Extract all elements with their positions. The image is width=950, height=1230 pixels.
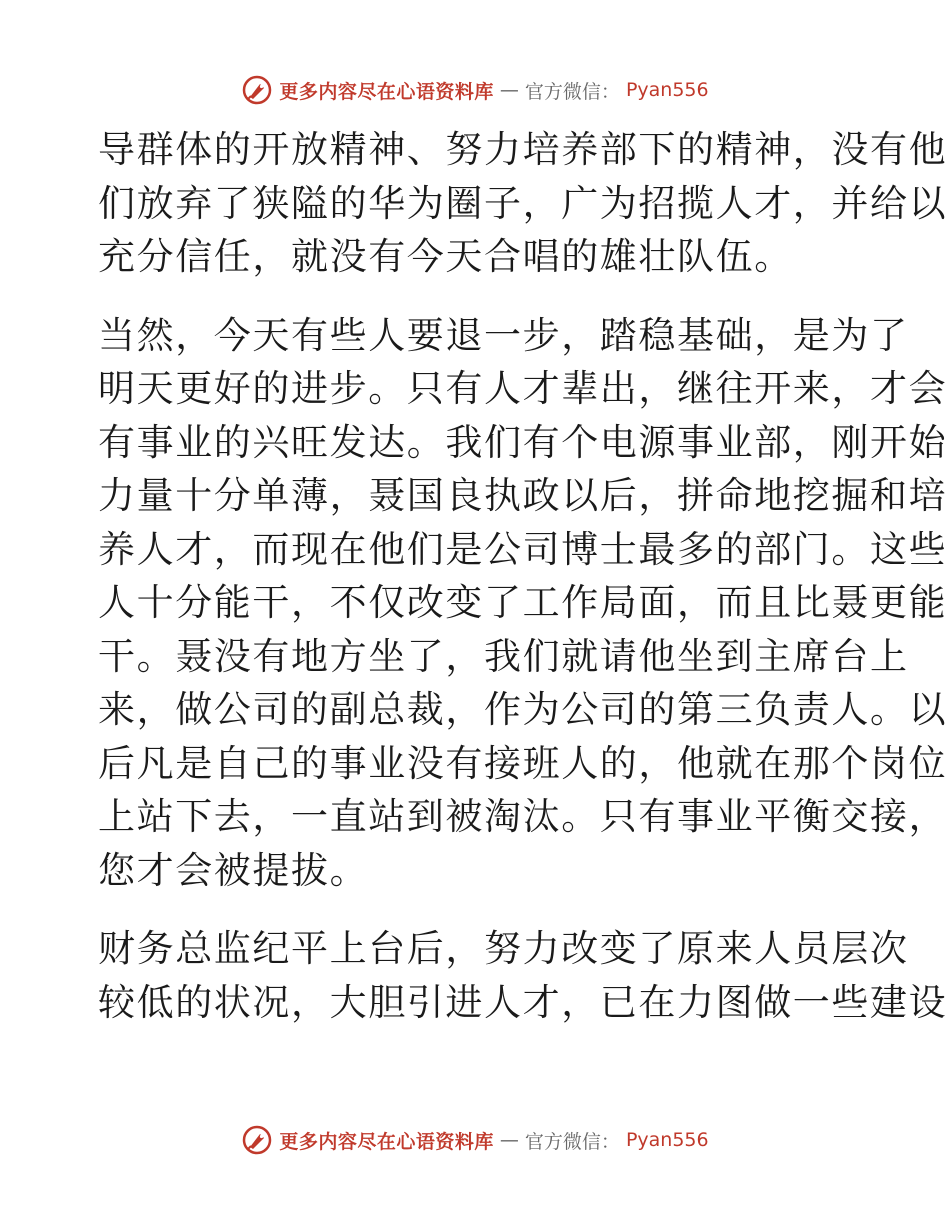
- text-line: 导群体的开放精神、努力培养部下的精神，没有他: [98, 128, 948, 171]
- text-line: 来，做公司的副总裁，作为公司的第三负责人。以: [98, 688, 948, 731]
- footer-wechat-handle: Pyan556: [625, 1129, 709, 1151]
- text-line: 财务总监纪平上台后，努力改变了原来人员层次: [98, 927, 909, 970]
- pen-nib-circle-icon: [241, 74, 273, 106]
- footer-dash: —: [499, 1129, 519, 1151]
- footer-brand-text: 更多内容尽在心语资料库: [279, 1130, 494, 1153]
- text-line: 有事业的兴旺发达。我们有个电源事业部，刚开始: [98, 420, 948, 464]
- text-line: 较低的状况，大胆引进人才，已在力图做一些建设: [98, 980, 948, 1024]
- document-body: [98, 123, 948, 1029]
- text-line: 后凡是自己的事业没有接班人的，他就在那个岗位: [98, 741, 948, 785]
- paragraph-1: [98, 123, 948, 284]
- header-wechat-handle: Pyan556: [625, 79, 709, 101]
- header-official-label: 官方微信：: [524, 80, 620, 103]
- text-line: 们放弃了狭隘的华为圈子，广为招揽人才，并给以: [98, 181, 948, 225]
- text-line: 人十分能干，不仅改变了工作局面，而且比聂更能: [98, 581, 948, 624]
- header-brand-text: 更多内容尽在心语资料库: [279, 80, 494, 103]
- text-line: 明天更好的进步。只有人才辈出，继往开来，才会: [98, 367, 948, 410]
- text-line: 上站下去，一直站到被淘汰。只有事业平衡交接，: [98, 795, 948, 838]
- text-line: 养人才，而现在他们是公司博士最多的部门。这些: [98, 527, 948, 571]
- text-line: 干。聂没有地方坐了，我们就请他坐到主席台上: [98, 634, 909, 678]
- page-footer-watermark: [0, 1120, 950, 1160]
- text-line: 充分信任，就没有今天合唱的雄壮队伍。: [98, 235, 793, 278]
- footer-official-label: 官方微信：: [524, 1130, 620, 1153]
- paragraph-3: [98, 922, 948, 1029]
- text-line: 您才会被提拔。: [98, 848, 369, 892]
- text-line: 当然，今天有些人要退一步，踏稳基础，是为了: [98, 313, 909, 357]
- page-header-watermark: [0, 70, 950, 110]
- pen-nib-circle-icon: [241, 1124, 273, 1156]
- header-dash: —: [499, 79, 519, 101]
- paragraph-2: [98, 309, 948, 898]
- text-line: 力量十分单薄，聂国良执政以后，拼命地挖掘和培: [98, 474, 948, 517]
